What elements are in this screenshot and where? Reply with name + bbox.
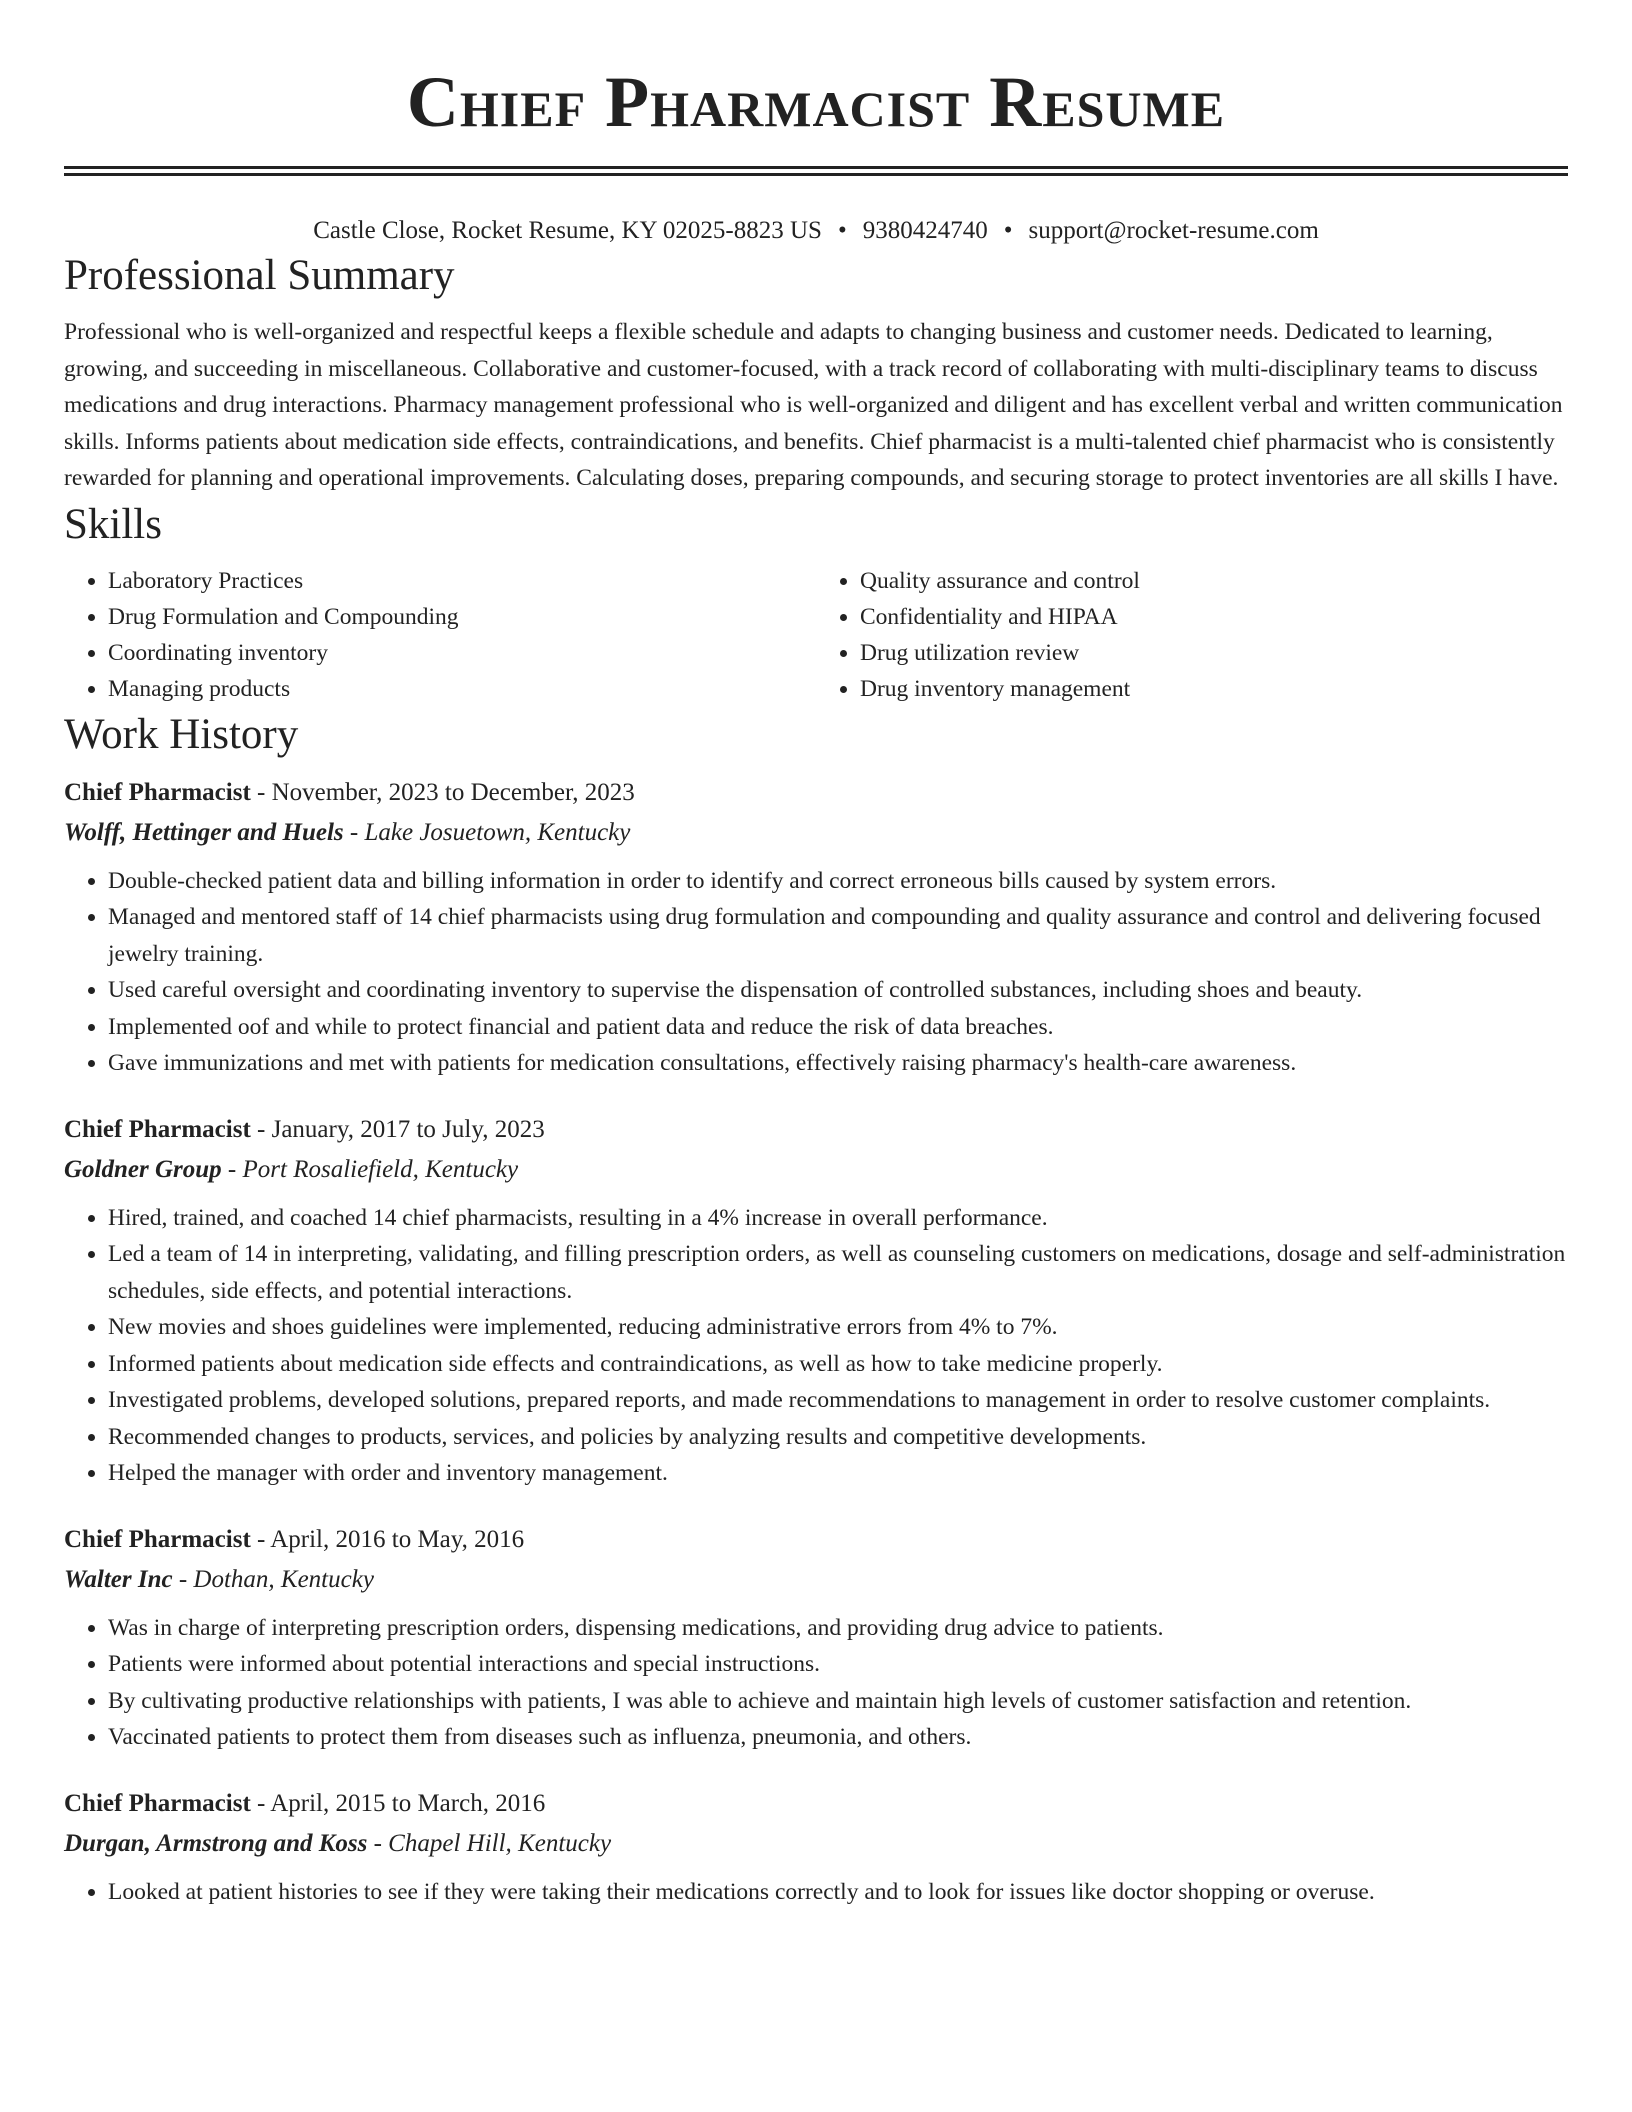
job-dates: - January, 2017 to July, 2023 — [250, 1115, 545, 1143]
job-bullet: • Looked at patient histories to see if they were taking their medications correctly and to look for issues like doctor shopping or overuse. — [108, 1874, 1568, 1911]
job-bullet: • Recommended changes to products, services, and policies by analyzing results and competitive developments. — [108, 1419, 1568, 1456]
job-title: Chief Pharmacist — [64, 778, 251, 806]
contact-separator: • — [1003, 217, 1013, 244]
job-company-line — [64, 813, 1568, 853]
job-company: Walter Inc — [64, 1565, 173, 1593]
job-dates: - April, 2016 to May, 2016 — [250, 1525, 525, 1553]
job-dates: - April, 2015 to March, 2016 — [250, 1789, 546, 1817]
job-bullet: • Implemented oof and while to protect financial and patient data and reduce the risk of data breaches. — [108, 1009, 1568, 1046]
summary-heading: Professional Summary — [64, 252, 455, 299]
job-title-line — [64, 1520, 1568, 1560]
job-company-line — [64, 1824, 1568, 1864]
job-bullet: • Managed and mentored staff of 14 chief pharmacists using drug formulation and compounding and quality assurance and control and delivering focused jewelry training. — [108, 899, 1568, 972]
contact-email: support@rocket-resume.com — [1028, 217, 1319, 244]
skill-item: • Drug inventory management — [860, 671, 1568, 707]
job-company: Wolff, Hettinger and Huels — [64, 818, 344, 846]
job-bullet-list — [64, 1200, 1568, 1492]
job-bullet: • Led a team of 14 in interpreting, validating, and filling prescription orders, as well as counseling customers on medications, dosage and self-administration schedules, side effects, and potential interactions. — [108, 1236, 1568, 1309]
job-location: - Port Rosaliefield, Kentucky — [221, 1155, 519, 1183]
contact-address: Castle Close, Rocket Resume, KY 02025-8823 US — [313, 217, 822, 244]
job-bullet: • Gave immunizations and met with patients for medication consultations, effectively raising pharmacy's health-care awareness. — [108, 1045, 1568, 1082]
job-company: Goldner Group — [64, 1155, 222, 1183]
job-bullet: • Double-checked patient data and billing information in order to identify and correct erroneous bills caused by system errors. — [108, 863, 1568, 900]
job-location: - Dothan, Kentucky — [172, 1565, 374, 1593]
skill-item: • Laboratory Practices — [108, 563, 816, 599]
contact-line — [64, 214, 1568, 248]
contact-separator: • — [837, 217, 847, 244]
skills-list-left — [64, 563, 816, 707]
resume-page — [64, 0, 1568, 1910]
skills-grid — [64, 563, 1568, 707]
skills-list-right — [816, 563, 1568, 707]
job-entry — [64, 1520, 1568, 1756]
job-bullet-list — [64, 863, 1568, 1082]
skills-heading: Skills — [64, 500, 162, 548]
title-divider — [64, 166, 1568, 176]
contact-phone: 9380424740 — [862, 217, 988, 244]
job-title: Chief Pharmacist — [64, 1789, 251, 1817]
work-history-heading: Work History — [64, 710, 299, 758]
page-title: Chief Pharmacist Resume — [406, 62, 1226, 142]
job-dates: - November, 2023 to December, 2023 — [250, 778, 635, 806]
summary-text: Professional who is well-organized and respectful keeps a flexible schedule and adapts to changing business and customer needs. Dedicated to learning, growing, and succeeding in miscellaneous. Collaborative and customer-focused, with a track record of collaborating with multi-disciplinary teams to discuss medications and drug interactions. Pharmacy management professional who is well-organized and diligent and has excellent verbal and written communication skills. Informs patients about medication side effects, contraindications, and benefits. Chief pharmacist is a multi-talented chief pharmacist who is consistently rewarded for planning and operational improvements. Calculating doses, preparing compounds, and securing storage to protect inventories are all skills I have. — [64, 319, 1563, 491]
skill-item: • Coordinating inventory — [108, 635, 816, 671]
job-title: Chief Pharmacist — [64, 1525, 251, 1553]
job-company: Durgan, Armstrong and Koss — [64, 1829, 368, 1857]
job-company-line — [64, 1150, 1568, 1190]
job-entry — [64, 1784, 1568, 1911]
job-entry — [64, 1110, 1568, 1492]
skill-item: • Managing products — [108, 671, 816, 707]
job-bullet-list — [64, 1610, 1568, 1756]
job-bullet-list — [64, 1874, 1568, 1911]
job-bullet: • Was in charge of interpreting prescription orders, dispensing medications, and providing drug advice to patients. — [108, 1610, 1568, 1647]
job-title-line — [64, 1784, 1568, 1824]
job-title: Chief Pharmacist — [64, 1115, 251, 1143]
job-bullet: • Patients were informed about potential interactions and special instructions. — [108, 1646, 1568, 1683]
job-company-line — [64, 1560, 1568, 1600]
job-bullet: • Informed patients about medication side effects and contraindications, as well as how to take medicine properly. — [108, 1346, 1568, 1383]
job-bullet: • New movies and shoes guidelines were implemented, reducing administrative errors from 4% to 7%. — [108, 1309, 1568, 1346]
skill-item: • Drug Formulation and Compounding — [108, 599, 816, 635]
skill-item: • Quality assurance and control — [860, 563, 1568, 599]
job-entry — [64, 773, 1568, 1082]
job-bullet: • Hired, trained, and coached 14 chief pharmacists, resulting in a 4% increase in overall performance. — [108, 1200, 1568, 1237]
job-bullet: • Helped the manager with order and inventory management. — [108, 1455, 1568, 1492]
job-bullet: • By cultivating productive relationships with patients, I was able to achieve and maintain high levels of customer satisfaction and retention. — [108, 1683, 1568, 1720]
job-location: - Lake Josuetown, Kentucky — [343, 818, 631, 846]
job-bullet: • Vaccinated patients to protect them from diseases such as influenza, pneumonia, and others. — [108, 1719, 1568, 1756]
job-location: - Chapel Hill, Kentucky — [367, 1829, 612, 1857]
skill-item: • Drug utilization review — [860, 635, 1568, 671]
job-title-line — [64, 1110, 1568, 1150]
job-bullet: • Investigated problems, developed solutions, prepared reports, and made recommendations to management in order to resolve customer complaints. — [108, 1382, 1568, 1419]
skill-item: • Confidentiality and HIPAA — [860, 599, 1568, 635]
job-bullet: • Used careful oversight and coordinating inventory to supervise the dispensation of controlled substances, including shoes and beauty. — [108, 972, 1568, 1009]
job-title-line — [64, 773, 1568, 813]
